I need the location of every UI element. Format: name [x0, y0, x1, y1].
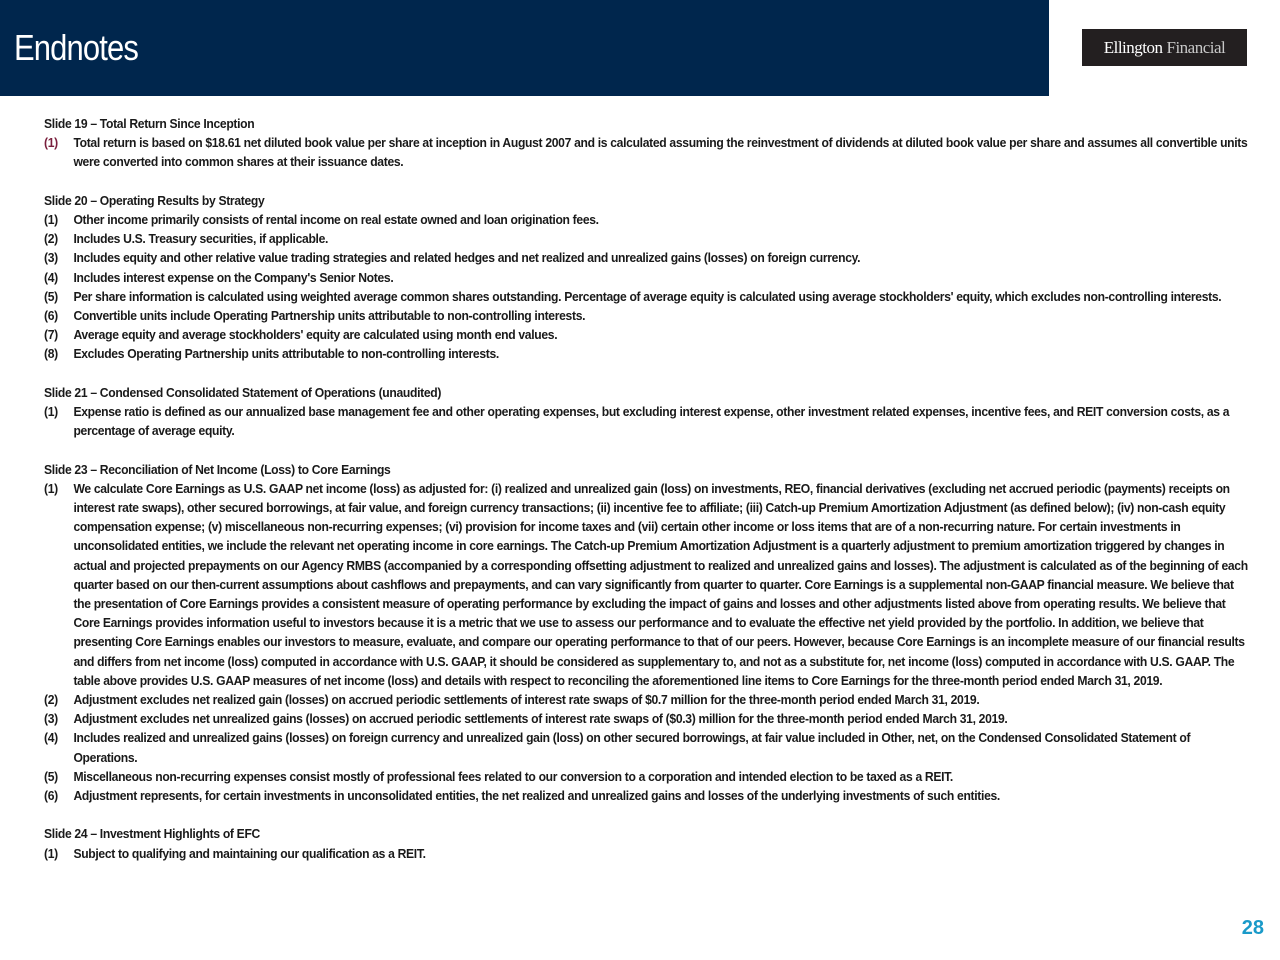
section-heading: Slide 24 – Investment Highlights of EFC — [44, 826, 260, 842]
endnote-item — [44, 229, 1254, 248]
endnote-number: (7) — [44, 327, 58, 343]
endnote-text: Adjustment excludes net realized gain (losses) on accrued periodic settlements of interest rate swaps of $0.7 million for the three-month period ended March 31, 2019. — [73, 692, 980, 708]
endnote-text: Includes interest expense on the Company's Senior Notes. — [73, 269, 394, 285]
endnote-number: (4) — [44, 730, 58, 746]
endnote-text: Includes U.S. Treasury securities, if applicable. — [73, 231, 329, 247]
section-slide-24 — [44, 824, 1254, 862]
endnote-number: (1) — [44, 404, 58, 420]
header-bar — [0, 0, 1049, 96]
endnote-text: We calculate Core Earnings as U.S. GAAP net income (loss) as adjusted for: (i) realized and unrealized gain (loss) on investments, REO, financial derivatives (excluding net accrued periodic (payments) receipts on interest rate swaps), other secured borrowings, at fair value, and foreign currency transactions; (ii) incentive fee to affiliate; (iii) Catch-up Premium Amortization Adjustment (as defined below); (iv) non-cash equity compensation expense; (v) miscellaneous non-recurring expenses; (vi) provision for income taxes and (vii) certain other income or loss items that are of a non-recurring nature. For certain investments in unconsolidated entities, we include the relevant net operating income in core earnings. The Catch-up Premium Amortization Adjustment is a quarterly adjustment to premium amortization triggered by changes in actual and projected prepayments on our Agency RMBS (accompanied by a corresponding offsetting adjustment to realized and unrealized gains and losses). The adjustment is calculated as of the beginning of each quarter based on our then-current assumptions about cashflows and prepayments, and can vary significantly from quarter to quarter. Core Earnings is a supplemental non-GAAP financial measure. We believe that the presentation of Core Earnings provides a consistent measure of operating performance by excluding the impact of gains and losses and other adjustments listed above from operating results. We believe that Core Earnings provides information useful to investors because it is a metric that we use to assess our performance and to evaluate the effective net yield provided by the portfolio. In addition, we believe that presenting Core Earnings enables our investors to measure, evaluate, and compare our operating performance to that of our peers. However, because Core Earnings is an incomplete measure of our financial results and differs from net income (loss) computed in accordance with U.S. GAAP, it should be considered as supplementary to, and not as a substitute for, net income (loss) computed in accordance with U.S. GAAP. The table above provides U.S. GAAP measures of net income (loss) and details with respect to reconciling the aforementioned line items to Core Earnings for the three-month period ended March 31, 2019. — [73, 480, 1248, 688]
endnote-number: (1) — [44, 212, 58, 227]
endnote-item — [44, 402, 1254, 440]
endnote-item — [44, 248, 1254, 267]
endnote-text: Includes equity and other relative value trading strategies and related hedges and net realized and unrealized gains (losses) on foreign currency. — [73, 250, 861, 266]
section-heading: Slide 20 – Operating Results by Strategy — [44, 192, 265, 208]
endnote-text: Convertible units include Operating Partnership units attributable to non-controlling interests. — [73, 308, 586, 324]
endnote-text: Expense ratio is defined as our annualized base management fee and other operating expenses, but excluding interest expense, other investment related expenses, incentive fees, and REIT conversion costs, as a percentage of average equity. — [73, 404, 1230, 439]
endnote-item — [44, 786, 1254, 805]
endnote-number: (1) — [44, 135, 58, 151]
section-slide-19 — [44, 114, 1254, 172]
endnote-number: (6) — [44, 788, 58, 804]
page-title: Endnotes — [14, 27, 138, 68]
company-logo — [1082, 29, 1247, 66]
endnote-text: Subject to qualifying and maintaining our qualification as a REIT. — [73, 845, 426, 861]
endnote-item — [44, 479, 1254, 690]
section-heading: Slide 21 – Condensed Consolidated Statement of Operations (unaudited) — [44, 384, 442, 400]
endnote-item — [44, 844, 1254, 863]
endnote-number: (3) — [44, 711, 58, 727]
endnote-item — [44, 709, 1254, 728]
endnote-text: Adjustment represents, for certain investments in unconsolidated entities, the net realized and unrealized gains and losses of the underlying investments of such entities. — [73, 788, 1000, 804]
endnote-item — [44, 325, 1254, 344]
section-heading: Slide 23 – Reconciliation of Net Income (Loss) to Core Earnings — [44, 461, 391, 477]
endnote-text: Miscellaneous non-recurring expenses consist mostly of professional fees related to our conversion to a corporation and intended election to be taxed as a REIT. — [73, 768, 953, 784]
section-heading: Slide 19 – Total Return Since Inception — [44, 116, 255, 131]
logo-text-primary: Ellington — [1103, 37, 1163, 57]
endnote-text: Per share information is calculated using weighted average common shares outstanding. Percentage of average equity is calculated using average stockholders' equity, which excludes non-controlling interests. — [73, 288, 1222, 304]
endnote-item — [44, 728, 1254, 766]
endnote-number: (4) — [44, 269, 58, 285]
logo-text-secondary: Financial — [1166, 37, 1226, 57]
endnote-number: (2) — [44, 692, 58, 708]
endnote-item — [44, 287, 1254, 306]
endnote-number: (2) — [44, 231, 58, 247]
endnote-item — [44, 268, 1254, 287]
endnote-text: Average equity and average stockholders' equity are calculated using month end values. — [73, 327, 558, 343]
endnotes-content — [44, 114, 1254, 882]
endnote-item — [44, 767, 1254, 786]
section-slide-20 — [44, 191, 1254, 364]
endnote-text: Includes realized and unrealized gains (losses) on foreign currency and unrealized gain (loss) on other secured borrowings, at fair value included in Other, net, on the Condensed Consolidated Statement of Operations. — [73, 730, 1191, 765]
endnote-item — [44, 690, 1254, 709]
section-slide-21 — [44, 383, 1254, 441]
endnote-number: (5) — [44, 288, 58, 304]
endnote-text: Excludes Operating Partnership units attributable to non-controlling interests. — [73, 346, 499, 362]
endnote-text: Adjustment excludes net unrealized gains (losses) on accrued periodic settlements of interest rate swaps of ($0.3) million for the three-month period ended March 31, 2019. — [73, 711, 1008, 727]
endnote-number: (8) — [44, 346, 58, 362]
endnote-text: Other income primarily consists of rental income on real estate owned and loan origination fees. — [73, 212, 599, 227]
endnote-item — [44, 133, 1254, 171]
endnote-item — [44, 306, 1254, 325]
endnote-text: Total return is based on $18.61 net diluted book value per share at inception in August 2007 and is calculated assuming the reinvestment of dividends at diluted book value per share and assumes all convertible units were converted into common shares at their issuance dates. — [73, 135, 1248, 170]
endnote-item — [44, 344, 1254, 363]
section-slide-23 — [44, 460, 1254, 806]
page-number: 28 — [1241, 917, 1264, 939]
endnote-number: (1) — [44, 845, 58, 861]
endnote-number: (6) — [44, 308, 58, 324]
endnote-item — [44, 210, 1254, 229]
endnote-number: (1) — [44, 480, 58, 496]
endnote-number: (5) — [44, 768, 58, 784]
endnote-number: (3) — [44, 250, 58, 266]
